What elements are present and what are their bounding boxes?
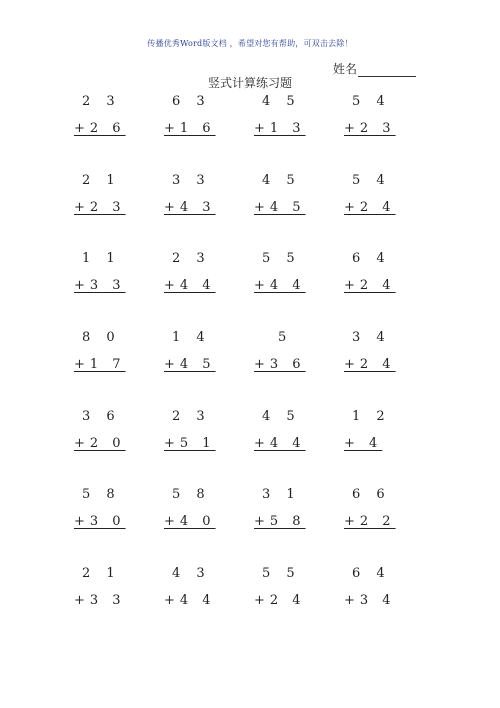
problem-7-4 [344,566,404,614]
problem-top-number: 8 0 [82,330,121,345]
problem-top-number: 6 4 [352,566,391,581]
problem-top-number: 5 4 [352,94,391,109]
problem-top-number: 3 1 [262,487,301,502]
problem-bottom-addend: +4 5 [164,357,216,372]
problem-3-1 [74,251,134,299]
problem-bottom-addend: +2 4 [254,593,306,608]
problem-1-2 [164,94,224,142]
problem-bottom-addend: +2 2 [344,514,396,529]
problem-5-4 [344,409,404,457]
header-banner: 传播优秀Word版文档 ，希望对您有帮助，可双击去除！ [147,39,353,48]
problem-top-number: 3 6 [82,409,121,424]
problem-top-number: 1 4 [172,330,211,345]
problem-3-4 [344,251,404,299]
problem-bottom-addend: +2 6 [74,121,126,136]
problem-bottom-addend: +3 3 [74,278,126,293]
problem-bottom-addend: +4 0 [164,514,216,529]
problem-4-3 [254,330,314,378]
problem-top-number: 5 5 [262,251,301,266]
problem-bottom-addend: +2 4 [344,357,396,372]
problem-top-number: 5 8 [82,487,121,502]
problem-2-1 [74,173,134,221]
problem-bottom-addend: +5 8 [254,514,306,529]
problem-top-number: 5 8 [172,487,211,502]
problem-5-1 [74,409,134,457]
problem-top-number: 6 6 [352,487,391,502]
problem-bottom-addend: +3 6 [254,357,306,372]
problem-bottom-addend: +4 4 [254,278,306,293]
problem-4-2 [164,330,224,378]
problem-top-number: 3 3 [172,173,211,188]
problem-top-number: 4 5 [262,94,301,109]
problem-6-4 [344,487,404,535]
problem-1-3 [254,94,314,142]
problem-1-4 [344,94,404,142]
problem-bottom-addend: +4 5 [254,200,306,215]
problem-4-1 [74,330,134,378]
problem-top-number: 6 4 [352,251,391,266]
problem-bottom-addend: +2 4 [344,278,396,293]
problem-4-4 [344,330,404,378]
problem-bottom-addend: +3 0 [74,514,126,529]
problem-top-number: 1 1 [82,251,121,266]
problem-top-number: 5 5 [262,566,301,581]
problem-top-number: 2 1 [82,173,121,188]
problem-2-3 [254,173,314,221]
problem-7-3 [254,566,314,614]
problem-7-2 [164,566,224,614]
problem-6-2 [164,487,224,535]
problem-bottom-addend: +1 3 [254,121,306,136]
problem-top-number: 2 3 [172,409,211,424]
problem-top-number: 5 [278,330,293,345]
problem-5-3 [254,409,314,457]
problem-bottom-addend: +3 4 [344,593,396,608]
problem-top-number: 4 3 [172,566,211,581]
problem-bottom-addend: +4 4 [164,593,216,608]
problem-bottom-addend: +2 4 [344,200,396,215]
problem-2-4 [344,173,404,221]
problem-bottom-addend: +1 7 [74,357,126,372]
problem-3-2 [164,251,224,299]
problem-1-1 [74,94,134,142]
problem-top-number: 1 2 [352,409,391,424]
problem-bottom-addend: +4 4 [254,436,306,451]
problem-bottom-addend: +4 4 [164,278,216,293]
problem-3-3 [254,251,314,299]
problem-top-number: 4 5 [262,173,301,188]
problem-bottom-addend: +2 3 [344,121,396,136]
problem-bottom-addend: +2 0 [74,436,126,451]
problem-5-2 [164,409,224,457]
problem-bottom-addend: +3 3 [74,593,126,608]
problem-bottom-addend: +2 3 [74,200,126,215]
problem-top-number: 2 3 [82,94,121,109]
problem-bottom-addend: + 4 [344,436,383,451]
problem-bottom-addend: +1 6 [164,121,216,136]
problem-top-number: 2 3 [172,251,211,266]
problem-bottom-addend: +4 3 [164,200,216,215]
problem-6-1 [74,487,134,535]
problem-bottom-addend: +5 1 [164,436,216,451]
problem-top-number: 3 4 [352,330,391,345]
page-title: 竖式计算练习题 [207,76,292,90]
problem-top-number: 6 3 [172,94,211,109]
problem-top-number: 4 5 [262,409,301,424]
problem-6-3 [254,487,314,535]
problem-7-1 [74,566,134,614]
name-label: 姓名 [333,62,358,76]
problem-top-number: 2 1 [82,566,121,581]
problem-2-2 [164,173,224,221]
problem-top-number: 5 4 [352,173,391,188]
